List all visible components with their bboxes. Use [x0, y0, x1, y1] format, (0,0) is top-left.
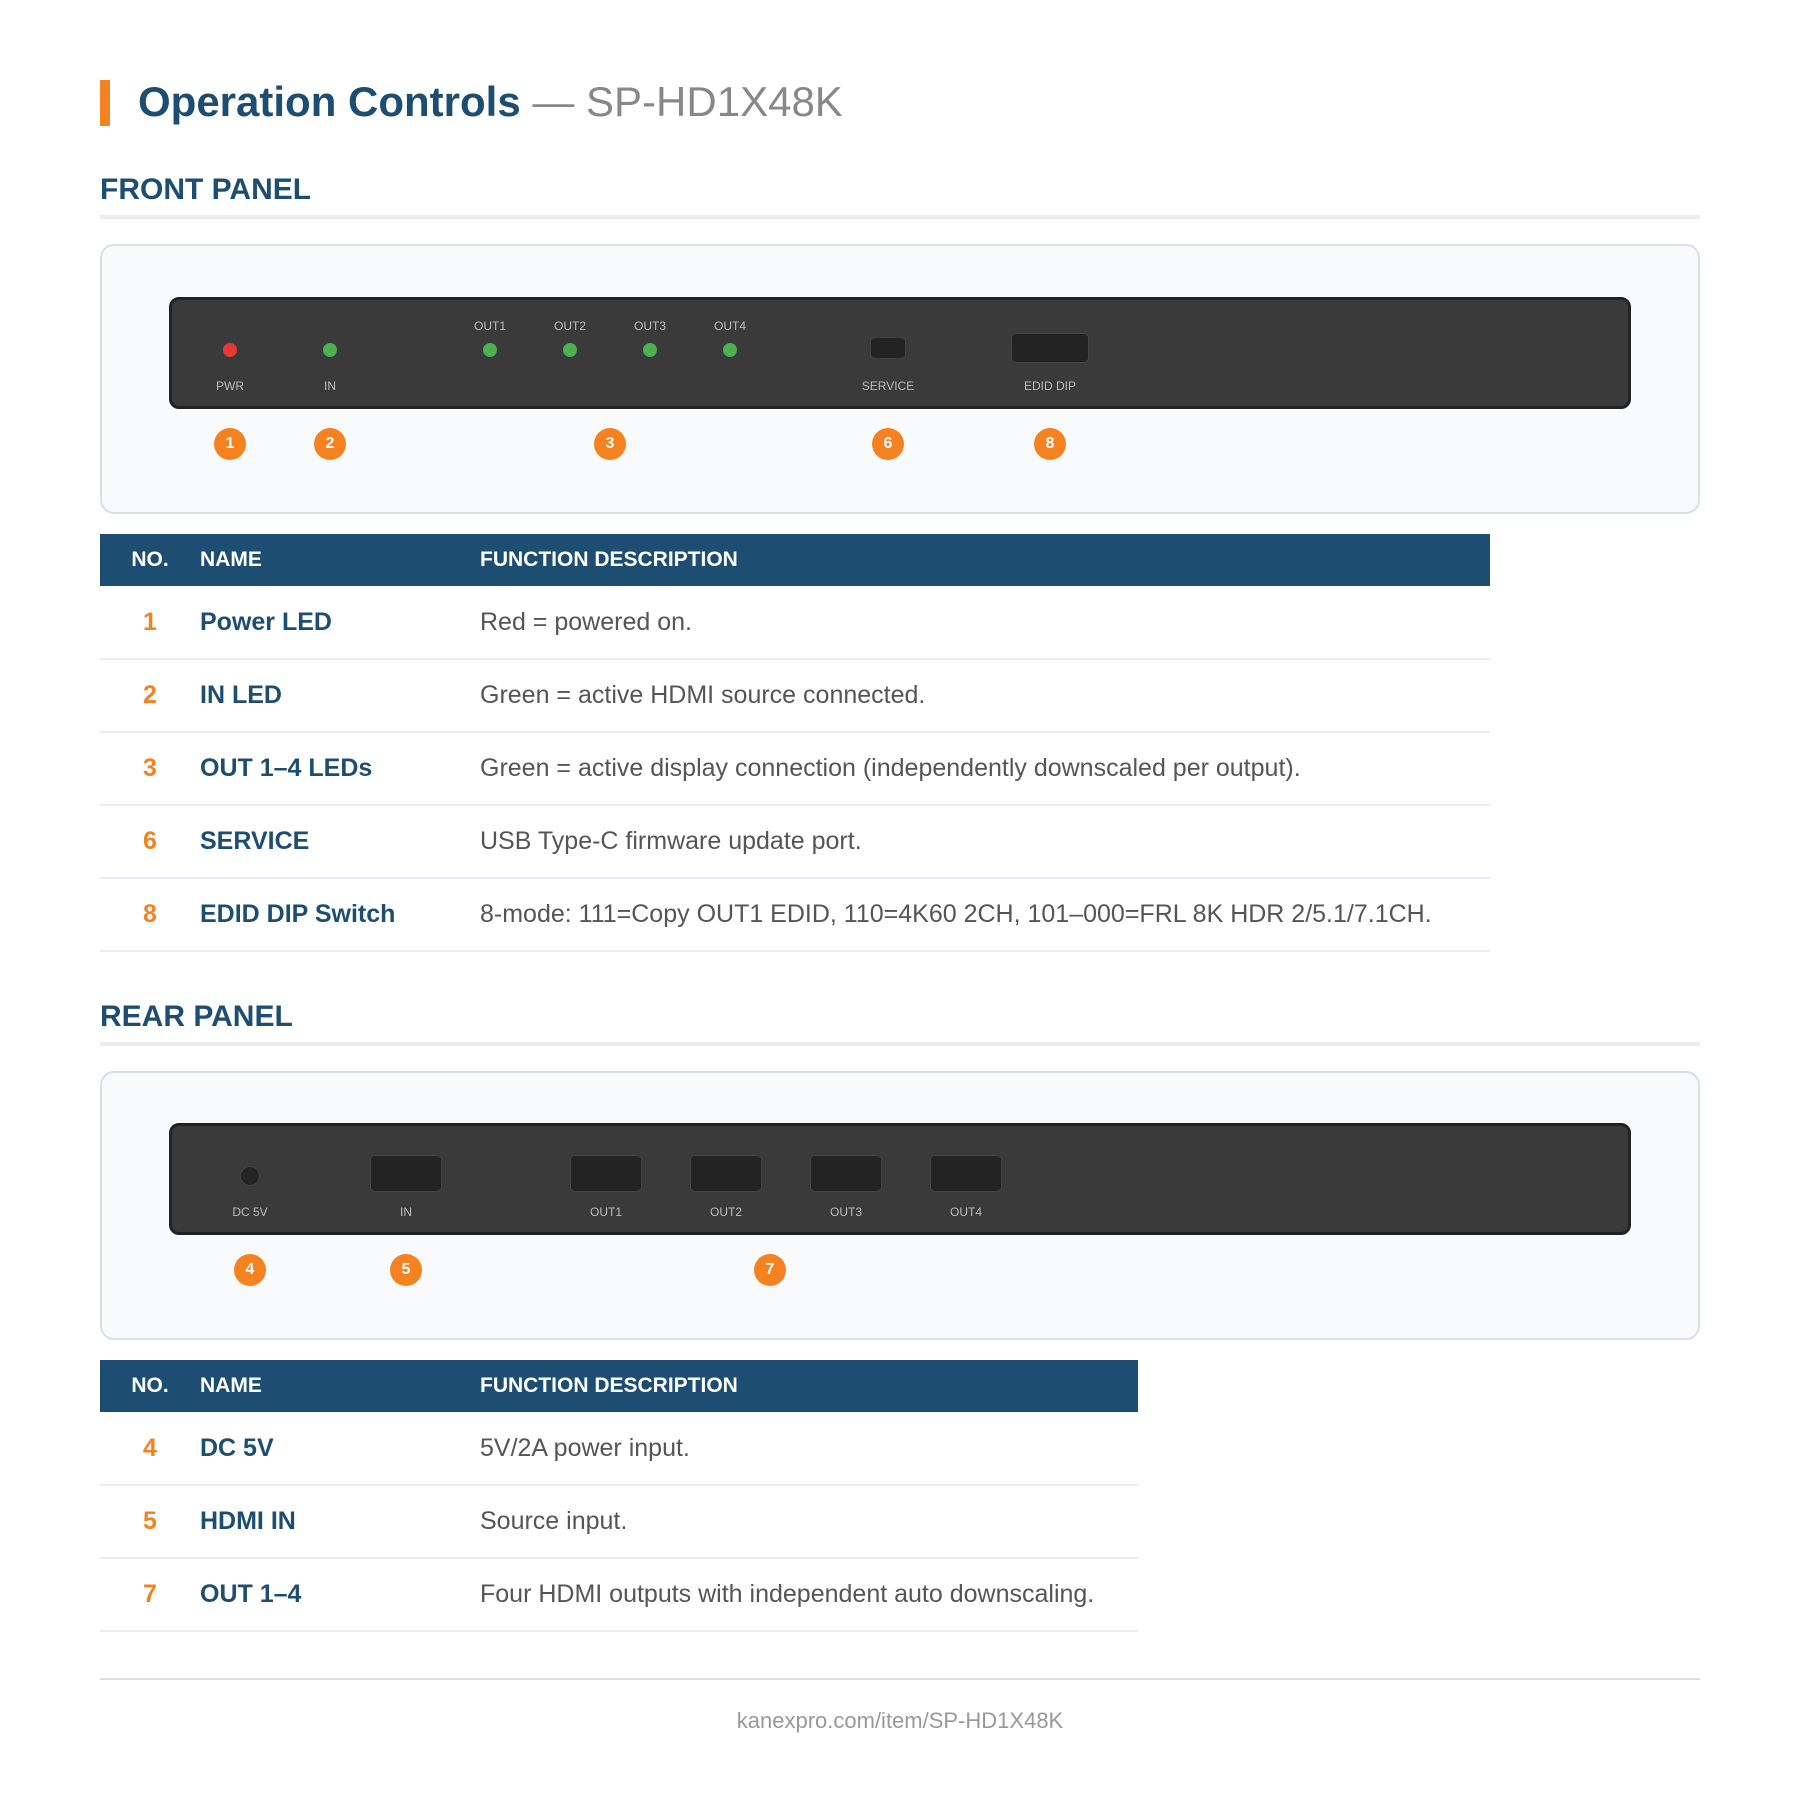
table-row — [100, 1412, 1138, 1485]
out4-led-icon — [723, 343, 737, 357]
row-number: 2 — [100, 659, 200, 732]
hdmi-in-port-icon — [370, 1155, 442, 1192]
row-description: 8-mode: 111=Copy OUT1 EDID, 110=4K60 2CH, 101–000=FRL 8K HDR 2/5.1/7.1CH. — [480, 878, 1490, 951]
title-separator: — — [520, 78, 587, 125]
out4-led-label: OUT4 — [713, 319, 747, 333]
row-number: 7 — [100, 1558, 200, 1631]
row-description: 5V/2A power input. — [480, 1412, 1138, 1485]
table-row — [100, 586, 1490, 659]
front-panel-divider — [100, 215, 1700, 219]
title-accent-bar — [100, 80, 110, 126]
row-name: HDMI IN — [200, 1485, 480, 1558]
edid-dip-switch-icon — [1011, 333, 1089, 363]
table-row — [100, 878, 1490, 951]
row-description: Green = active HDMI source connected. — [480, 659, 1490, 732]
column-header-name: NAME — [200, 1360, 480, 1412]
row-number: 4 — [100, 1412, 200, 1485]
column-header-description: FUNCTION DESCRIPTION — [480, 534, 1490, 586]
model-number: SP-HD1X48K — [586, 78, 843, 125]
rear-out3-label: OUT3 — [829, 1205, 863, 1219]
rear-out2-label: OUT2 — [709, 1205, 743, 1219]
pwr-label: PWR — [216, 379, 244, 393]
row-description: Four HDMI outputs with independent auto downscaling. — [480, 1558, 1138, 1631]
row-description: Source input. — [480, 1485, 1138, 1558]
column-header-description: FUNCTION DESCRIPTION — [480, 1360, 1138, 1412]
page-title — [138, 76, 843, 128]
callout-marker-4: 4 — [234, 1254, 266, 1286]
footer-divider — [100, 1678, 1700, 1680]
row-name: OUT 1–4 — [200, 1558, 480, 1631]
rear-panel-table — [100, 1360, 1138, 1632]
out2-led-label: OUT2 — [553, 319, 587, 333]
out3-led-icon — [643, 343, 657, 357]
row-name: DC 5V — [200, 1412, 480, 1485]
row-name: EDID DIP Switch — [200, 878, 480, 951]
table-row — [100, 1485, 1138, 1558]
table-header-row — [100, 1360, 1138, 1412]
hdmi-out3-port-icon — [810, 1155, 882, 1192]
callout-marker-6: 6 — [872, 428, 904, 460]
row-number: 5 — [100, 1485, 200, 1558]
rear-in-label: IN — [400, 1205, 412, 1219]
row-name: SERVICE — [200, 805, 480, 878]
row-description: Red = powered on. — [480, 586, 1490, 659]
row-number: 8 — [100, 878, 200, 951]
callout-marker-8: 8 — [1034, 428, 1066, 460]
row-description: Green = active display connection (independently downscaled per output). — [480, 732, 1490, 805]
callout-marker-2: 2 — [314, 428, 346, 460]
dc-5v-label: DC 5V — [232, 1205, 268, 1219]
service-label: SERVICE — [861, 379, 915, 393]
column-header-no: NO. — [100, 534, 200, 586]
row-number: 1 — [100, 586, 200, 659]
page-title-main: Operation Controls — [138, 78, 521, 125]
row-name: IN LED — [200, 659, 480, 732]
callout-marker-7: 7 — [754, 1254, 786, 1286]
table-row — [100, 732, 1490, 805]
table-header-row — [100, 534, 1490, 586]
rear-out1-label: OUT1 — [589, 1205, 623, 1219]
table-row — [100, 805, 1490, 878]
hdmi-out2-port-icon — [690, 1155, 762, 1192]
rear-out4-label: OUT4 — [949, 1205, 983, 1219]
table-row — [100, 659, 1490, 732]
callout-marker-1: 1 — [214, 428, 246, 460]
row-name: OUT 1–4 LEDs — [200, 732, 480, 805]
row-number: 6 — [100, 805, 200, 878]
footer-url: kanexpro.com/item/SP-HD1X48K — [736, 1708, 1064, 1733]
out1-led-icon — [483, 343, 497, 357]
service-port-icon — [870, 337, 906, 359]
rear-panel-heading: REAR PANEL — [100, 1000, 293, 1033]
callout-marker-5: 5 — [390, 1254, 422, 1286]
table-row — [100, 1558, 1138, 1631]
out3-led-label: OUT3 — [633, 319, 667, 333]
in-led-icon — [323, 343, 337, 357]
out2-led-icon — [563, 343, 577, 357]
hdmi-out1-port-icon — [570, 1155, 642, 1192]
out1-led-label: OUT1 — [473, 319, 507, 333]
front-panel-table — [100, 534, 1490, 952]
row-description: USB Type-C firmware update port. — [480, 805, 1490, 878]
rear-panel-divider — [100, 1042, 1700, 1046]
in-label: IN — [324, 379, 336, 393]
edid-dip-label: EDID DIP — [1023, 379, 1077, 393]
callout-marker-3: 3 — [594, 428, 626, 460]
hdmi-out4-port-icon — [930, 1155, 1002, 1192]
row-number: 3 — [100, 732, 200, 805]
front-panel-heading: FRONT PANEL — [100, 173, 312, 206]
column-header-name: NAME — [200, 534, 480, 586]
dc-power-jack-icon — [240, 1166, 260, 1186]
column-header-no: NO. — [100, 1360, 200, 1412]
row-name: Power LED — [200, 586, 480, 659]
power-led-icon — [223, 343, 237, 357]
